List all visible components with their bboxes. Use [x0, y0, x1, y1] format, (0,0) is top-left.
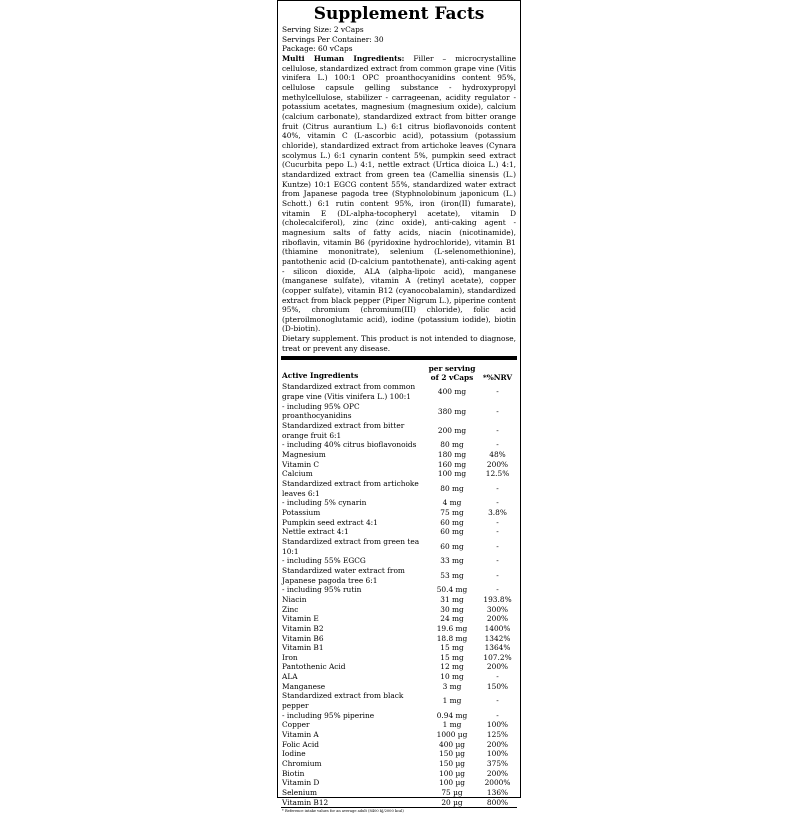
ingredient-name: Nettle extract 4:1: [282, 527, 349, 537]
table-row: [282, 788, 518, 798]
ingredient-nrv: -: [496, 556, 499, 566]
table-row: [282, 440, 518, 450]
table-row: [282, 643, 518, 653]
ingredient-name: - including 5% cynarin: [282, 498, 367, 508]
ingredient-nrv: 200%: [486, 768, 509, 778]
ingredient-amount: 0.94 mg: [436, 710, 468, 720]
table-header-row: [282, 360, 518, 382]
header-amount: per serving of 2 vCaps: [428, 364, 476, 383]
ingredient-amount: 60 mg: [440, 541, 464, 551]
ingredient-amount: 1 mg: [442, 720, 462, 730]
ingredient-nrv: 100%: [486, 720, 509, 730]
ingredient-nrv: -: [496, 672, 499, 682]
ingredient-name: Niacin: [282, 594, 307, 604]
ingredient-nrv: 3.8%: [488, 507, 507, 517]
ingredient-amount: 20 µg: [441, 797, 463, 807]
ingredient-name: Folic Acid: [282, 739, 319, 749]
ingredient-nrv: -: [496, 570, 499, 580]
ingredient-amount: 80 mg: [440, 440, 464, 450]
table-row: [282, 749, 518, 759]
ingredient-name: - including 95% piperine: [282, 710, 375, 720]
ingredient-amount: 75 mg: [440, 507, 464, 517]
ingredient-nrv: 48%: [489, 450, 506, 460]
ingredient-amount: 150 µg: [439, 749, 465, 759]
ingredient-amount: 400 µg: [439, 739, 465, 749]
ingredient-nrv: 107.2%: [483, 652, 512, 662]
table-row: [282, 672, 518, 682]
ingredient-nrv: -: [496, 387, 499, 397]
ingredient-name: Standardized water extract from Japanese pagoda tree 6:1: [282, 565, 405, 585]
table-row: [282, 566, 518, 585]
table-row: [282, 508, 518, 518]
ingredient-name: Pantothenic Acid: [282, 662, 346, 672]
ingredient-name: ALA: [282, 672, 298, 682]
table-row: [282, 691, 518, 710]
table-row: [282, 537, 518, 556]
ingredient-name: Selenium: [282, 788, 318, 798]
ingredient-name: Magnesium: [282, 450, 326, 460]
ingredient-nrv: -: [496, 517, 499, 527]
ingredient-amount: 50.4 mg: [436, 585, 468, 595]
ingredient-amount: 24 mg: [440, 614, 464, 624]
table-row: [282, 518, 518, 528]
footnote: * Reference intake values for an average adult (8400 kJ/2000 kcal): [282, 809, 404, 814]
ingredient-nrv: 193.8%: [483, 594, 512, 604]
ingredient-nrv: 200%: [486, 614, 509, 624]
ingredient-name: Standardized extract from common grape vine (Vitis vinifera L.) 100:1: [282, 382, 416, 402]
table-row: [282, 769, 518, 779]
supplement-facts-panel: [277, 0, 521, 814]
ingredients-text: Filler – microcrystalline cellulose, standardized extract from common grape vine (Vitis vinifera L.) 100:1 OPC proanthocyanidins content 95%, cellulose capsule gelling substance - hydroxypropyl methylcellulose, stabilizer - carrageenan, acidity regulator - potassium acetates, magnesium (magnesium oxide), calcium (calcium carbonate), standardized extract from bitter orange fruit (Citrus aurantium L.) 6:1 citrus bioflavonoids content 40%, vitamin C (L-ascorbic acid), potassium (potassium chloride), standardized extract from artichoke leaves (Cynara scolymus L.) 6:1 cynarin content 5%, pumpkin seed extract (Cucurbita pepo L.) 4:1, nettle extract (Urtica dioica L.) 4:1, standardized extract from green tea (Camellia sinensis (L.) Kuntze) 10:1 EGCG content 55%, standardized water extract from Japanese pagoda tree (Styphnolobinum japonicum (L.) Schott.) 6:1 rutin content 95%, iron (iron(II) fumarate), vitamin E (DL-alpha-tocopheryl acetate), vitamin D (cholecalciferol), zinc (zinc oxide), anti-caking agent - magnesium salts of fatty acids, niacin (nicotinamide), riboflavin, vitamin B6 (pyridoxine hydrochloride), vitamin B1 (thiamine mononitrate), selenium (L-selenomethionine), pantothenic acid (D-calcium pantothenate), anti-caking agent - silicon dioxide, ALA (alpha-lipoic acid), manganese (manganese sulfate), vitamin A (retinyl acetate), copper (copper sulfate), vitamin B12 (cyanocobalamin), standardized extract from black pepper (Piper Nigrum L.), piperine content 95%, chromium (chromium(III) chloride), folic acid (pteroilmonoglutamic acid), iodine (potassium iodide), biotin (D-biotin).: [282, 54, 517, 334]
ingredient-amount: 31 mg: [440, 594, 464, 604]
table-row: [282, 585, 518, 595]
ingredient-nrv: -: [496, 710, 499, 720]
table-row: [282, 498, 518, 508]
ingredient-nrv: -: [496, 498, 499, 508]
ingredient-amount: 200 mg: [437, 425, 467, 435]
ingredient-nrv: 200%: [486, 739, 509, 749]
table-row: [282, 469, 518, 479]
ingredient-name: Iodine: [282, 749, 306, 759]
table-row: [282, 605, 518, 615]
table-row: [282, 382, 518, 401]
ingredient-amount: 1000 µg: [436, 730, 468, 740]
ingredient-amount: 3 mg: [442, 681, 462, 691]
ingredient-name: Standardized extract from black pepper: [282, 691, 404, 711]
table-row: [282, 720, 518, 730]
table-row: [282, 479, 518, 498]
header-ingredient: Active Ingredients: [282, 371, 359, 381]
table-row: [282, 740, 518, 750]
ingredient-nrv: 300%: [486, 604, 509, 614]
header-nrv: *%NRV: [482, 373, 513, 383]
table-row: [282, 711, 518, 721]
ingredient-name: - including 95% OPC proanthocyanidins: [282, 401, 360, 421]
ingredient-amount: 19.6 mg: [436, 623, 468, 633]
table-row: [282, 798, 518, 808]
table-row: [282, 460, 518, 470]
ingredient-nrv: -: [496, 696, 499, 706]
ingredient-name: Pumpkin seed extract 4:1: [282, 517, 378, 527]
table-row: [282, 527, 518, 537]
ingredient-nrv: 100%: [486, 749, 509, 759]
ingredient-amount: 80 mg: [440, 483, 464, 493]
ingredient-name: Vitamin B12: [282, 797, 329, 807]
ingredient-amount: 53 mg: [440, 570, 464, 580]
ingredient-name: Manganese: [282, 681, 326, 691]
table-row: [282, 634, 518, 644]
ingredient-name: - including 40% citrus bioflavonoids: [282, 440, 417, 450]
ingredient-amount: 380 mg: [437, 406, 467, 416]
panel-title: Supplement Facts: [313, 4, 485, 24]
ingredient-name: Calcium: [282, 469, 313, 479]
ingredient-amount: 1 mg: [442, 696, 462, 706]
table-row: [282, 614, 518, 624]
ingredients-paragraph: [278, 54, 520, 334]
ingredient-amount: 4 mg: [442, 498, 462, 508]
ingredient-name: Standardized extract from artichoke leaves 6:1: [282, 479, 419, 498]
ingredient-name: Vitamin B6: [282, 633, 324, 643]
table-row: [282, 402, 518, 421]
ingredient-amount: 33 mg: [440, 556, 464, 566]
table-body: [282, 382, 518, 807]
ingredient-amount: 10 mg: [440, 672, 464, 682]
ingredient-nrv: 375%: [486, 759, 509, 769]
ingredient-name: Vitamin E: [282, 614, 319, 624]
ingredient-amount: 12 mg: [440, 662, 464, 672]
ingredient-nrv: 125%: [486, 730, 509, 740]
ingredient-amount: 60 mg: [440, 527, 464, 537]
ingredient-nrv: 12.5%: [485, 469, 510, 479]
ingredient-nrv: 1400%: [484, 623, 511, 633]
ingredient-nrv: 200%: [486, 662, 509, 672]
ingredient-name: Vitamin B2: [282, 623, 324, 633]
ingredient-amount: 160 mg: [437, 459, 467, 469]
ingredient-nrv: -: [496, 440, 499, 450]
ingredient-name: Vitamin C: [282, 459, 320, 469]
ingredient-name: Standardized extract from bitter orange fruit 6:1: [282, 421, 405, 440]
servings-per-container: Servings Per Container: 30: [282, 34, 384, 44]
disclaimer-text: Dietary supplement. This product is not intended to diagnose, treat or prevent any disease.: [282, 334, 516, 353]
table-row: [282, 421, 518, 440]
ingredient-name: Biotin: [282, 768, 305, 778]
ingredient-nrv: 1342%: [484, 633, 511, 643]
ingredient-amount: 400 mg: [437, 387, 467, 397]
ingredient-nrv: -: [496, 425, 499, 435]
ingredient-name: Standardized extract from green tea 10:1: [282, 536, 420, 556]
ingredient-name: - including 55% EGCG: [282, 556, 366, 566]
ingredient-amount: 100 µg: [439, 768, 465, 778]
ingredient-amount: 100 mg: [437, 469, 467, 479]
ingredient-nrv: -: [496, 483, 499, 493]
ingredient-nrv: 1364%: [484, 643, 511, 653]
ingredient-amount: 15 mg: [440, 652, 464, 662]
ingredient-name: Iron: [282, 652, 298, 662]
ingredient-amount: 180 mg: [437, 450, 467, 460]
ingredient-amount: 30 mg: [440, 604, 464, 614]
ingredient-nrv: 136%: [486, 788, 509, 798]
ingredient-nrv: -: [496, 406, 499, 416]
ingredient-amount: 150 µg: [439, 759, 465, 769]
ingredient-nrv: -: [496, 527, 499, 537]
ingredient-name: Chromium: [282, 759, 322, 769]
ingredient-nrv: 150%: [486, 681, 509, 691]
table-row: [282, 450, 518, 460]
ingredient-amount: 60 mg: [440, 517, 464, 527]
table-row: [282, 759, 518, 769]
ingredient-amount: 75 µg: [441, 788, 463, 798]
table-row: [282, 624, 518, 634]
table-row: [282, 662, 518, 672]
table-row: [282, 595, 518, 605]
table-row: [282, 730, 518, 740]
ingredient-name: Zinc: [282, 604, 299, 614]
table-row: [282, 778, 518, 788]
table-row: [282, 653, 518, 663]
ingredient-name: Potassium: [282, 507, 321, 517]
table-row: [282, 556, 518, 566]
serving-size: Serving Size: 2 vCaps: [282, 25, 364, 34]
ingredient-name: Vitamin B1: [282, 643, 324, 653]
ingredient-nrv: -: [496, 541, 499, 551]
package-size: Package: 60 vCaps: [282, 44, 353, 54]
ingredient-nrv: 200%: [486, 459, 509, 469]
ingredient-name: Vitamin D: [282, 778, 320, 788]
ingredient-name: Vitamin A: [282, 730, 319, 740]
ingredient-amount: 15 mg: [440, 643, 464, 653]
ingredient-nrv: 800%: [486, 797, 509, 807]
serving-info: [278, 25, 520, 54]
ingredient-amount: 100 µg: [439, 778, 465, 788]
ingredient-amount: 18.8 mg: [436, 633, 468, 643]
ingredients-label: Multi Human Ingredients:: [282, 54, 405, 64]
active-ingredients-table: [282, 360, 518, 807]
ingredient-nrv: 2000%: [484, 778, 511, 788]
ingredient-name: - including 95% rutin: [282, 585, 362, 595]
table-row: [282, 682, 518, 692]
ingredient-nrv: -: [496, 585, 499, 595]
ingredient-name: Copper: [282, 720, 310, 730]
